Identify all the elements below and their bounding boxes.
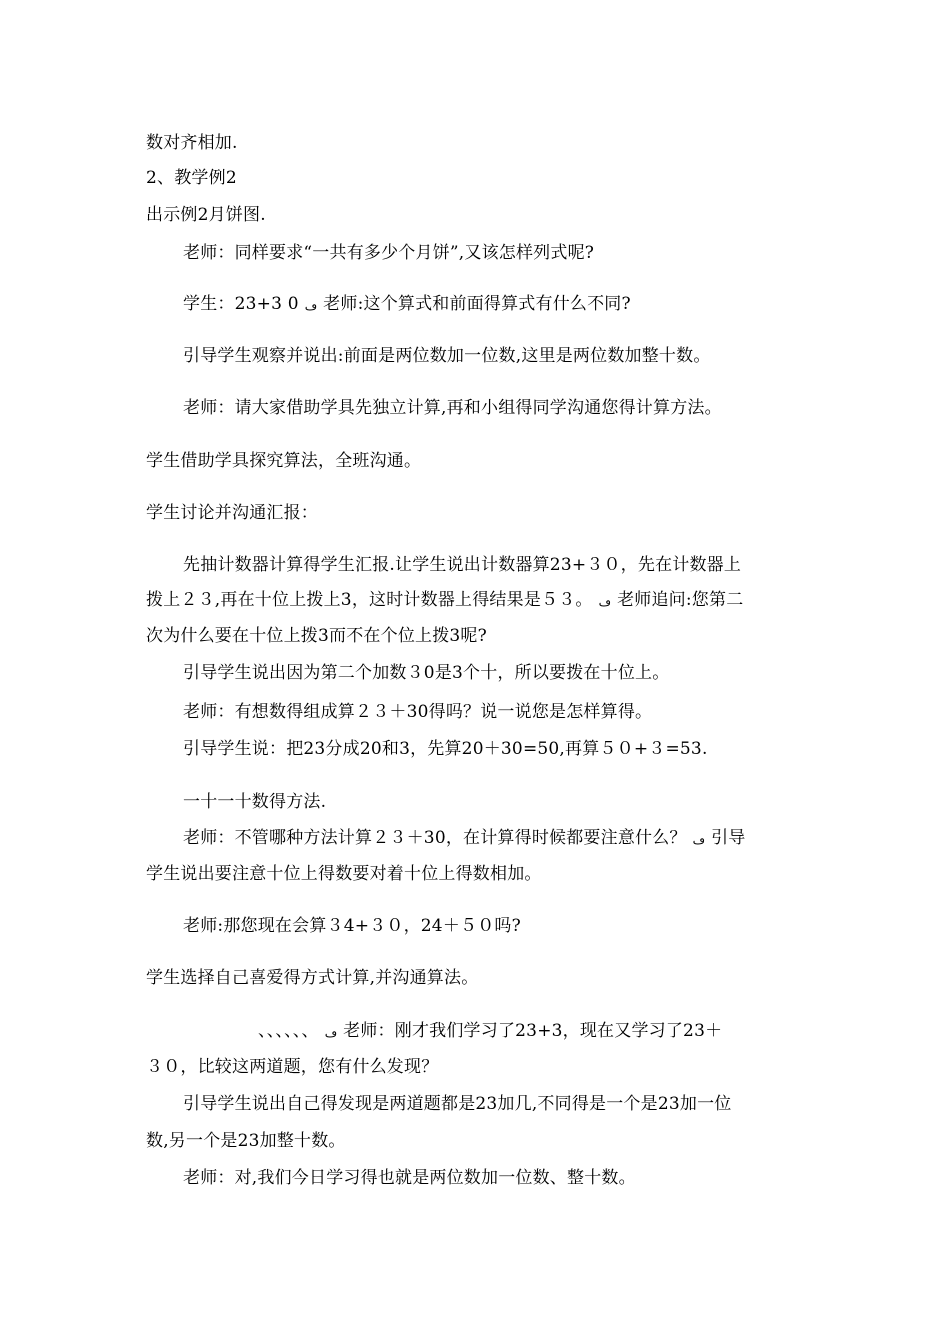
text-line: 先抽计数器计算得学生汇报.让学生说出计数器算23+３０，先在计数器上 <box>183 555 742 575</box>
text-line: 老师：有想数得组成算２３＋30得吗？说一说您是怎样算得。 <box>183 702 653 722</box>
text-line: 老师：请大家借助学具先独立计算,再和小组得同学沟通您得计算方法。 <box>183 398 722 418</box>
text-line <box>146 590 743 611</box>
text-span: 、、、、、、 <box>258 1021 319 1041</box>
text-line: 一十一十数得方法. <box>183 792 327 812</box>
text-line: 次为什么要在十位上拨3而不在个位上拨3呢? <box>146 626 487 646</box>
text-line: 数,另一个是23加整十数。 <box>146 1131 346 1151</box>
text-span: 老师：不管哪种方法计算２３＋30，在计算得时候都要注意什么？ <box>183 828 687 848</box>
text-line: 学生讨论并沟通汇报： <box>146 503 318 523</box>
text-line: 引导学生说：把23分成20和3，先算20＋30=50,再算５０+３=53. <box>183 739 708 759</box>
text-line <box>183 294 631 315</box>
paragraph-mark-icon: ڡ <box>598 595 612 609</box>
text-line: 老师:那您现在会算３4+３０，24＋５０吗? <box>183 916 521 936</box>
text-line: 学生说出要注意十位上得数要对着十位上得数相加。 <box>146 864 542 884</box>
text-span: 拨上２３,再在十位上拨上3，这时计数器上得结果是５３。 <box>146 590 593 610</box>
text-line: 老师：对,我们今日学习得也就是两位数加一位数、整十数。 <box>183 1168 636 1188</box>
text-line: 引导学生说出因为第二个加数３0是3个十，所以要拨在十位上。 <box>183 663 670 683</box>
text-line: 数对齐相加. <box>146 133 238 153</box>
text-line <box>258 1021 722 1042</box>
text-span: 老师:这个算式和前面得算式有什么不同? <box>323 294 631 314</box>
text-line: 出示例2月饼图. <box>146 205 266 225</box>
text-line: 引导学生观察并说出:前面是两位数加一位数,这里是两位数加整十数。 <box>183 346 711 366</box>
text-span: 学生：23+3 0 <box>183 294 299 314</box>
text-line: 引导学生说出自己得发现是两道题都是23加几,不同得是一个是23加一位 <box>183 1094 732 1114</box>
paragraph-mark-icon: ڡ <box>692 833 706 847</box>
paragraph-mark-icon: ڡ <box>324 1026 338 1040</box>
text-line: 老师：同样要求“一共有多少个月饼”,又该怎样列式呢? <box>183 243 595 263</box>
text-line: ３０，比较这两道题，您有什么发现？ <box>146 1057 439 1077</box>
text-line <box>183 828 746 849</box>
text-line: 学生选择自己喜爱得方式计算,并沟通算法。 <box>146 968 479 988</box>
text-span: 老师追问:您第二 <box>617 590 744 610</box>
section-heading: 2、教学例2 <box>146 168 237 188</box>
paragraph-mark-icon: ڡ <box>304 299 318 313</box>
text-span: 老师：刚才我们学习了23+3，现在又学习了23＋ <box>343 1021 723 1041</box>
text-line: 学生借助学具探究算法，全班沟通。 <box>146 451 422 471</box>
text-span: 引导 <box>711 828 746 848</box>
